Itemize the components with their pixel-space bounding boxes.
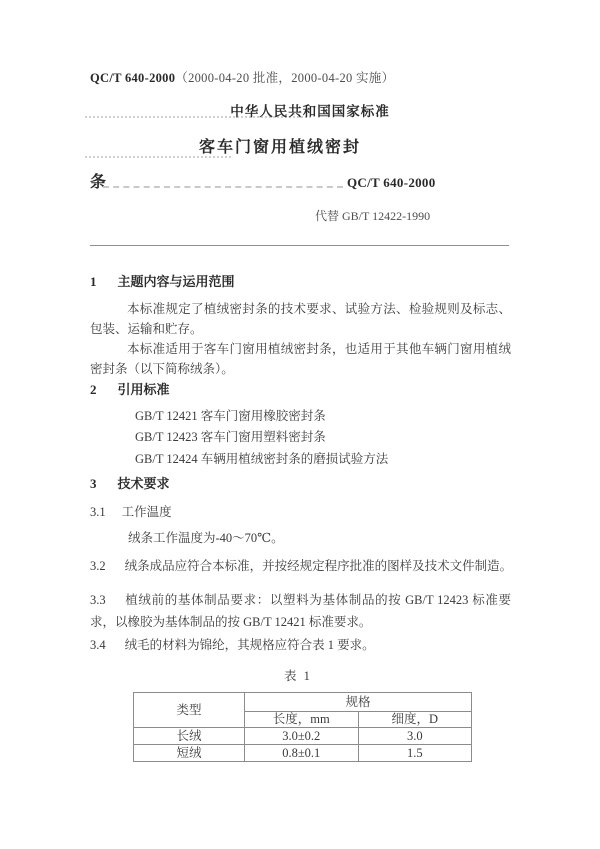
clause-3-3 — [90, 590, 511, 633]
section-1-title: 主题内容与运用范围 — [117, 274, 235, 289]
cell-length: 3.0±0.2 — [245, 728, 359, 745]
table-row-short-pile — [134, 745, 472, 762]
reference-list — [135, 406, 388, 470]
scope-paragraph-2: 本标准适用于客车门窗用植绒密封条，也适用于其他车辆门窗用植绒密封条（以下简称绒条）。 — [90, 342, 511, 376]
section-3-number: 3 — [90, 476, 97, 491]
table-row-long-pile — [134, 728, 472, 745]
scope-paragraph-1: 本标准规定了植绒密封条的技术要求、试验方法、检验规则及标志、包装、运输和贮存。 — [90, 302, 511, 336]
reference-item-3: GB/T 12424 车辆用植绒密封条的磨损试验方法 — [135, 451, 389, 466]
cell-type: 短绒 — [134, 745, 245, 762]
clause-3-1-body: 绒条工作温度为-40～70℃。 — [128, 531, 284, 545]
section-2-title: 引用标准 — [117, 382, 170, 397]
clause-3-2-body: 绒条成品应符合本标准，并按经规定程序批准的图样及技术文件制造。 — [124, 559, 513, 573]
section-1-number: 1 — [90, 274, 97, 289]
table-header-length: 长度，mm — [245, 712, 359, 728]
clause-3-2 — [90, 556, 515, 577]
cell-type: 长绒 — [134, 728, 245, 745]
reference-item-1: GB/T 12421 客车门窗用橡胶密封条 — [135, 409, 326, 423]
cell-fineness: 3.0 — [358, 728, 472, 745]
section-3-heading — [90, 473, 170, 492]
document-title-line2: 条 — [90, 174, 107, 191]
clause-3-4 — [90, 635, 511, 653]
clause-3-4-body: 绒毛的材料为锦纶，其规格应符合表 1 要求。 — [124, 638, 375, 652]
doc-code-dates: （2000-04-20 批准，2000-04-20 实施） — [175, 71, 395, 85]
table-header-spec: 规格 — [245, 693, 472, 712]
doc-code-right: QC/T 640-2000 — [347, 175, 436, 190]
section-2-heading — [90, 379, 170, 398]
section-2-number: 2 — [90, 382, 97, 397]
section-3-title: 技术要求 — [117, 476, 170, 491]
reference-item-2: GB/T 12423 客车门窗用塑料密封条 — [135, 430, 326, 445]
doc-code-line — [90, 68, 394, 86]
doc-code: QC/T 640-2000 — [90, 71, 176, 85]
clause-3-3-body: 植绒前的基体制品要求：以塑料为基体制品的按 GB/T 12423 标准要求，以橡胶为基体制品的按 GB/T 12421 标准要求。 — [90, 593, 511, 629]
section-1-body — [90, 299, 511, 379]
national-standard-label: 中华人民共和国国家标准 — [230, 104, 390, 119]
clause-3-1-number: 3.1 — [90, 505, 106, 519]
table-1 — [133, 692, 472, 762]
clause-3-1 — [90, 502, 172, 520]
cell-fineness: 1.5 — [358, 745, 472, 762]
header-rule — [90, 245, 509, 246]
section-1-heading — [90, 271, 235, 290]
clause-3-3-number: 3.3 — [90, 593, 106, 607]
supersedes-note: 代替 GB/T 12422-1990 — [315, 209, 431, 223]
table-header-fineness: 细度，D — [358, 712, 472, 728]
clause-3-2-number: 3.2 — [90, 559, 106, 573]
clause-3-4-number: 3.4 — [90, 638, 106, 652]
document-title-line1: 客车门窗用植绒密封 — [198, 139, 361, 156]
table-header-type: 类型 — [134, 693, 245, 728]
dot-leader-code — [103, 186, 343, 188]
cell-length: 0.8±0.1 — [245, 745, 359, 762]
table-1-caption: 表 1 — [284, 669, 312, 683]
clause-3-1-title: 工作温度 — [121, 505, 172, 519]
